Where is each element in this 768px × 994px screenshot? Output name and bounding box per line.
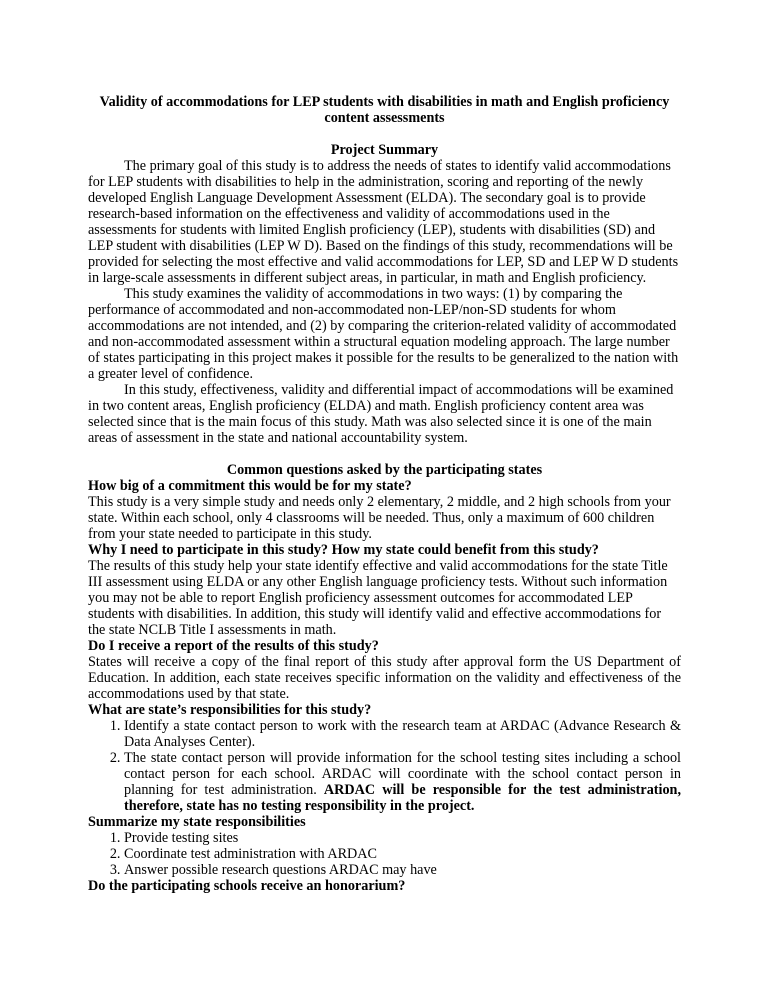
project-summary-heading: Project Summary [330, 142, 439, 158]
list-item-text: Answer possible research questions ARDAC may have [124, 862, 437, 878]
list-item-text: Provide testing sites [124, 830, 239, 846]
question-summarize: Summarize my state responsibilities [88, 814, 306, 830]
answer-commitment: This study is a very simple study and needs only 2 elementary, 2 middle, and 2 high schools from your state. Within each school, only 4 classrooms will be needed. Thus, only a maximum of 600 children from your state needed to participate in this study. [88, 494, 671, 542]
question-honorarium: Do the participating schools receive an honorarium? [88, 878, 406, 894]
document-body [88, 94, 681, 894]
summary-paragraph-2: This study examines the validity of accommodations in two ways: (1) by comparing the performance of accommodated and non-accommodated non-LEP/non-SD students for whom accommodations are not intended, and (2) by comparing the criterion-related validity of accommodated and non-accommodated assessment within a structural equation modeling approach. The large number of states participating in this project makes it possible for the results to be generalized to the nation with a greater level of confidence. [88, 286, 679, 382]
list-item [124, 750, 681, 814]
list-item [124, 830, 681, 846]
list-item-text: Coordinate test administration with ARDAC [124, 846, 377, 862]
answer-report: States will receive a copy of the final report of this study after approval form the US Department of Education. In addition, each state receives specific information on the validity and effectiveness of the accommodations used by that state. [88, 654, 681, 702]
question-report: Do I receive a report of the results of this study? [88, 638, 379, 654]
common-questions-heading: Common questions asked by the participating states [226, 462, 543, 478]
spacer [88, 446, 681, 462]
list-item-bold-text: ARDAC will be responsible for the test administration, therefore, state has no testing responsibility in the project. [124, 782, 681, 814]
summary-paragraph-3: In this study, effectiveness, validity and differential impact of accommodations will be examined in two content areas, English proficiency (ELDA) and math. English proficiency content area was selected since that is the main focus of this study. Math was also selected since it is one of the main areas of assessment in the state and national accountability system. [88, 382, 674, 446]
responsibilities-list [88, 718, 681, 814]
summary-responsibilities-list [88, 830, 681, 878]
list-item [124, 718, 681, 750]
list-item-text: The state contact person will provide information for the school testing sites including a school contact person for each school. ARDAC will coordinate with the school contact person in planning for test administration. [124, 750, 681, 798]
list-item [124, 862, 681, 878]
question-benefit: Why I need to participate in this study? How my state could benefit from this study? [88, 542, 599, 558]
list-item [124, 846, 681, 862]
question-commitment: How big of a commitment this would be for my state? [88, 478, 412, 494]
summary-paragraph-1: The primary goal of this study is to address the needs of states to identify valid accommodations for LEP students with disabilities to help in the administration, scoring and reporting of the newly developed English Language Development Assessment (ELDA). The secondary goal is to provide research-based information on the effectiveness and validity of accommodations used in the assessments for students with limited English proficiency (LEP), students with disabilities (SD) and LEP student with disabilities (LEP W D). Based on the findings of this study, recommendations will be provided for selecting the most effective and valid accommodations for LEP, SD and LEP W D students in large-scale assessments in different subject areas, in particular, in math and English proficiency. [88, 158, 679, 286]
answer-benefit: The results of this study help your state identify effective and valid accommodations for the state Title III assessment using ELDA or any other English language proficiency tests. Without such information you may not be able to report English proficiency assessment outcomes for accommodated LEP students with disabilities. In addition, this study will identify valid and effective accommodations for the state NCLB Title I assessments in math. [88, 558, 668, 638]
document-title: Validity of accommodations for LEP students with disabilities in math and English proficiency content assessments [99, 94, 670, 126]
list-item-text: Identify a state contact person to work with the research team at ARDAC (Advance Research & Data Analyses Center). [124, 718, 681, 750]
question-responsibilities: What are state’s responsibilities for this study? [88, 702, 372, 718]
